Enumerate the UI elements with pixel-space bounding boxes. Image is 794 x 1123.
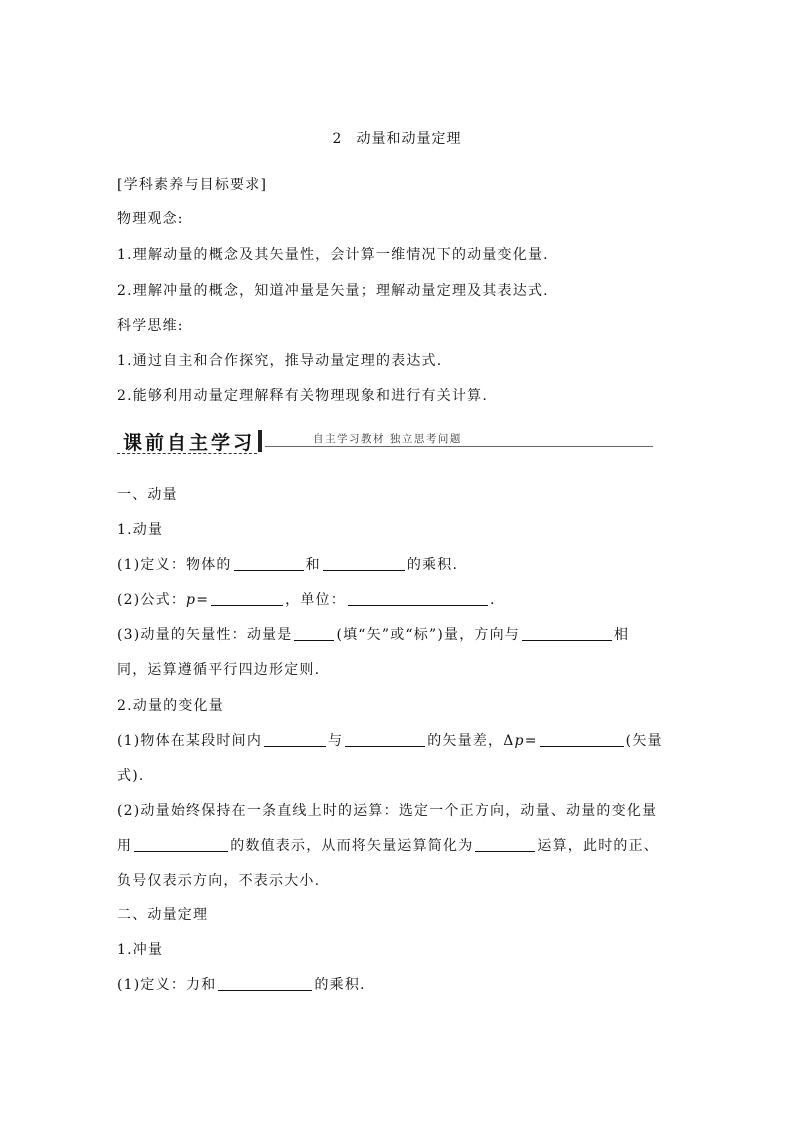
- fill-blank[interactable]: [345, 732, 425, 747]
- text-span: (1)定义：力和: [117, 977, 217, 993]
- straight-line-rule-cont: [117, 837, 659, 855]
- fill-blank[interactable]: [475, 837, 535, 852]
- text-span: 和: [305, 557, 321, 573]
- concept-item-1: 1.理解动量的概念及其矢量性，会计算一维情况下的动量变化量.: [117, 247, 549, 263]
- section2-heading: 二、动量定理: [117, 907, 209, 923]
- text-span: =: [524, 733, 538, 749]
- momentum-formula: [117, 591, 496, 609]
- fill-blank[interactable]: [540, 732, 624, 747]
- straight-line-rule: (2)动量始终保持在一条直线上时的运算：选定一个正方向，动量、动量的变化量: [117, 803, 658, 819]
- fill-blank[interactable]: [294, 626, 334, 641]
- text-span: .: [489, 592, 496, 608]
- impulse-definition: [117, 976, 366, 994]
- section1-heading: 一、动量: [117, 487, 178, 503]
- banner-divider-bar: [258, 430, 262, 452]
- text-span: ，单位：: [285, 592, 346, 608]
- science-thinking-label: 科学思维:: [117, 318, 184, 334]
- banner-title: 课前自主学习: [123, 432, 256, 454]
- straight-line-rule-end: 负号仅表示方向，不表示大小.: [117, 873, 321, 889]
- momentum-change: [117, 732, 663, 750]
- text-span: (1)定义：物体的: [117, 557, 232, 573]
- fill-blank[interactable]: [264, 732, 326, 747]
- page-title: [0, 128, 794, 148]
- section1-sub1: 1.动量: [117, 522, 164, 538]
- momentum-definition: [117, 556, 458, 574]
- title-number: 2: [332, 131, 343, 147]
- fill-blank[interactable]: [522, 626, 612, 641]
- concept-item-2: 2.理解冲量的概念，知道冲量是矢量；理解动量定理及其表达式.: [117, 283, 549, 299]
- title-text: 动量和动量定理: [356, 131, 462, 147]
- text-span: =: [196, 592, 210, 608]
- fill-blank[interactable]: [323, 556, 405, 571]
- thinking-item-2: 2.能够利用动量定理解释有关物理现象和进行有关计算.: [117, 388, 489, 404]
- section1-sub2: 2.动量的变化量: [117, 698, 224, 714]
- text-span: 的乘积.: [314, 977, 366, 993]
- physics-concept-label: 物理观念:: [117, 211, 184, 227]
- text-span: 与: [328, 733, 344, 749]
- fill-blank[interactable]: [348, 591, 488, 606]
- banner-dashed-underline: [117, 453, 257, 454]
- thinking-item-1: 1.通过自主和合作探究，推导动量定理的表达式.: [117, 353, 443, 369]
- banner-rule: [265, 446, 653, 447]
- section-banner: [117, 428, 657, 458]
- text-span: (2)公式：: [117, 592, 187, 608]
- fill-blank[interactable]: [211, 591, 283, 606]
- text-span: 的矢量差，Δ: [427, 733, 515, 749]
- fill-blank[interactable]: [234, 556, 304, 571]
- section2-sub1: 1.冲量: [117, 942, 164, 958]
- text-span: 的数值表示，从而将矢量运算简化为: [230, 838, 474, 854]
- momentum-vector: [117, 626, 629, 644]
- text-span: 相: [614, 627, 630, 643]
- text-span: (1)物体在某段时间内: [117, 733, 263, 749]
- text-span: (3)动量的矢量性：动量是: [117, 627, 293, 643]
- momentum-vector-cont: 同，运算遵循平行四边形定则.: [117, 662, 321, 678]
- text-span: 运算，此时的正、: [537, 838, 660, 854]
- banner-subtitle: 自主学习教材 独立思考问题: [313, 433, 462, 445]
- fill-blank[interactable]: [134, 837, 228, 852]
- text-span: 用: [117, 838, 133, 854]
- text-span: 的乘积.: [406, 557, 459, 573]
- requirements-heading: [学科素养与目标要求]: [117, 177, 268, 193]
- math-symbol: p: [514, 733, 525, 749]
- text-span: (填“矢”或“标”)量，方向与: [336, 627, 520, 643]
- text-span: (矢量: [625, 733, 663, 749]
- fill-blank[interactable]: [218, 976, 312, 991]
- math-symbol: p: [186, 592, 197, 608]
- momentum-change-cont: 式).: [117, 768, 145, 784]
